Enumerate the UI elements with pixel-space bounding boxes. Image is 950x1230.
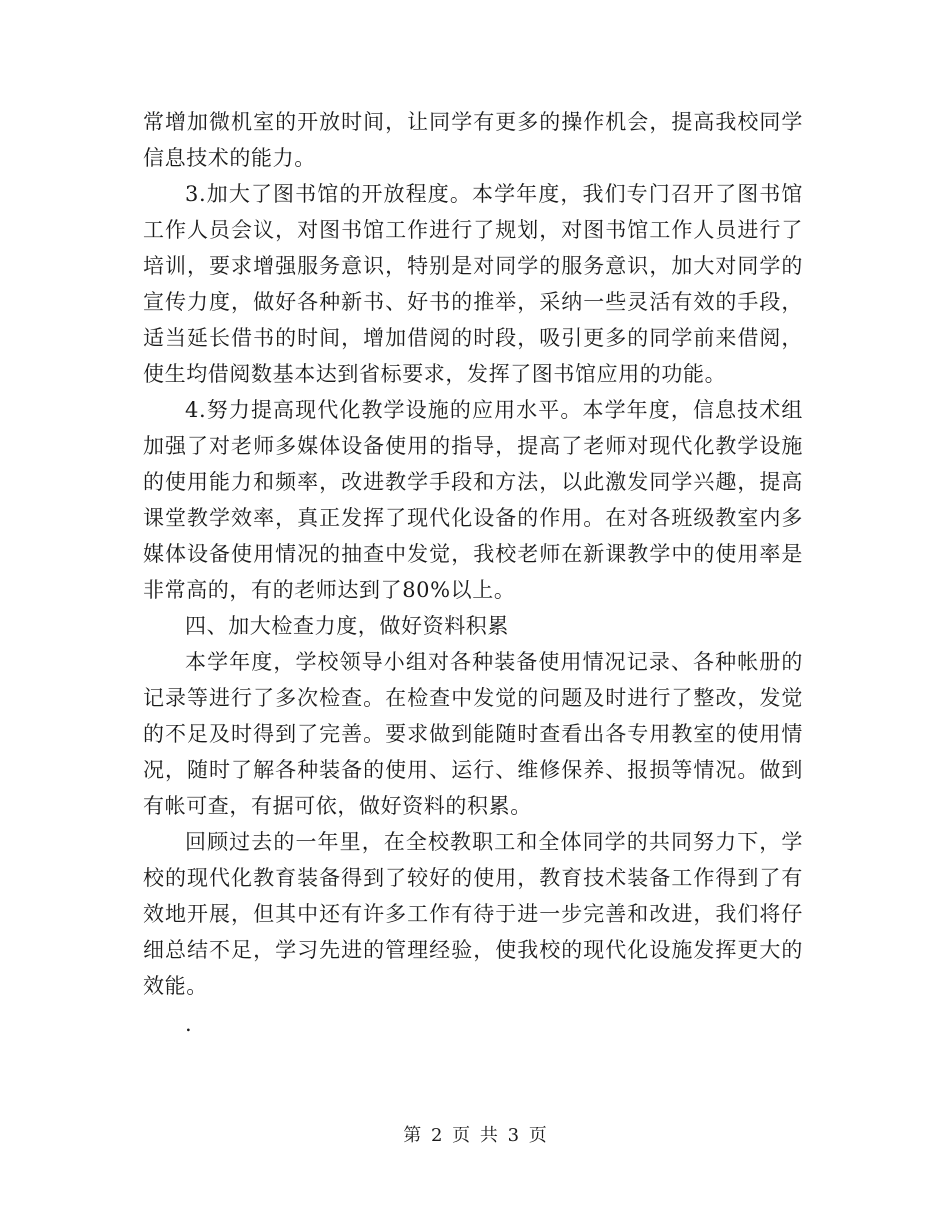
paragraph-review: 回顾过去的一年里，在全校教职工和全体同学的共同努力下，学校的现代化教育装备得到了较好的使用，教育技术装备工作得到了有效地开展，但其中还有许多工作有待于进一步完善和改进，我们将仔细总结不足，学习先进的管理经验，使我校的现代化设施发挥更大的效能。 [143,830,803,998]
paragraph-item-3-library: 3.加大了图书馆的开放程度。本学年度，我们专门召开了图书馆工作人员会议，对图书馆工作进行了规划，对图书馆工作人员进行了培训，要求增强服务意识，特别是对同学的服务意识，加大对同学的宣传力度，做好各种新书、好书的推举，采纳一些灵活有效的手段，适当延长借书的时间，增加借阅的时段，吸引更多的同学前来借阅，使生均借阅数基本达到省标要求，发挥了图书馆应用的功能。 [143,182,803,386]
paragraph-item-4-teaching-facilities: 4.努力提高现代化教学设施的应用水平。本学年度，信息技术组加强了对老师多媒体设备使用的指导，提高了老师对现代化教学设施的使用能力和频率，改进教学手段和方法，以此激发同学兴趣，提高课堂教学效率，真正发挥了现代化设备的作用。在对各班级教室内多媒体设备使用情况的抽查中发觉，我校老师在新课教学中的使用率是非常高的，有的老师达到了80%以上。 [143,398,803,602]
paragraph-continued: 常增加微机室的开放时间，让同学有更多的操作机会，提高我校同学信息技术的能力。 [143,110,803,170]
trailing-mark: . [185,1012,192,1036]
page-number-footer: 第 2 页 共 3 页 [403,1125,547,1146]
paragraph-inspection: 本学年度，学校领导小组对各种装备使用情况记录、各种帐册的记录等进行了多次检查。在检查中发觉的问题及时进行了整改，发觉的不足及时得到了完善。要求做到能随时查看出各专用教室的使用情况，随时了解各种装备的使用、运行、维修保养、报损等情况。做到有帐可查，有据可依，做好资料的积累。 [143,650,803,818]
document-body [143,104,803,1042]
section-heading: 四、加大检查力度，做好资料积累 [185,614,509,638]
